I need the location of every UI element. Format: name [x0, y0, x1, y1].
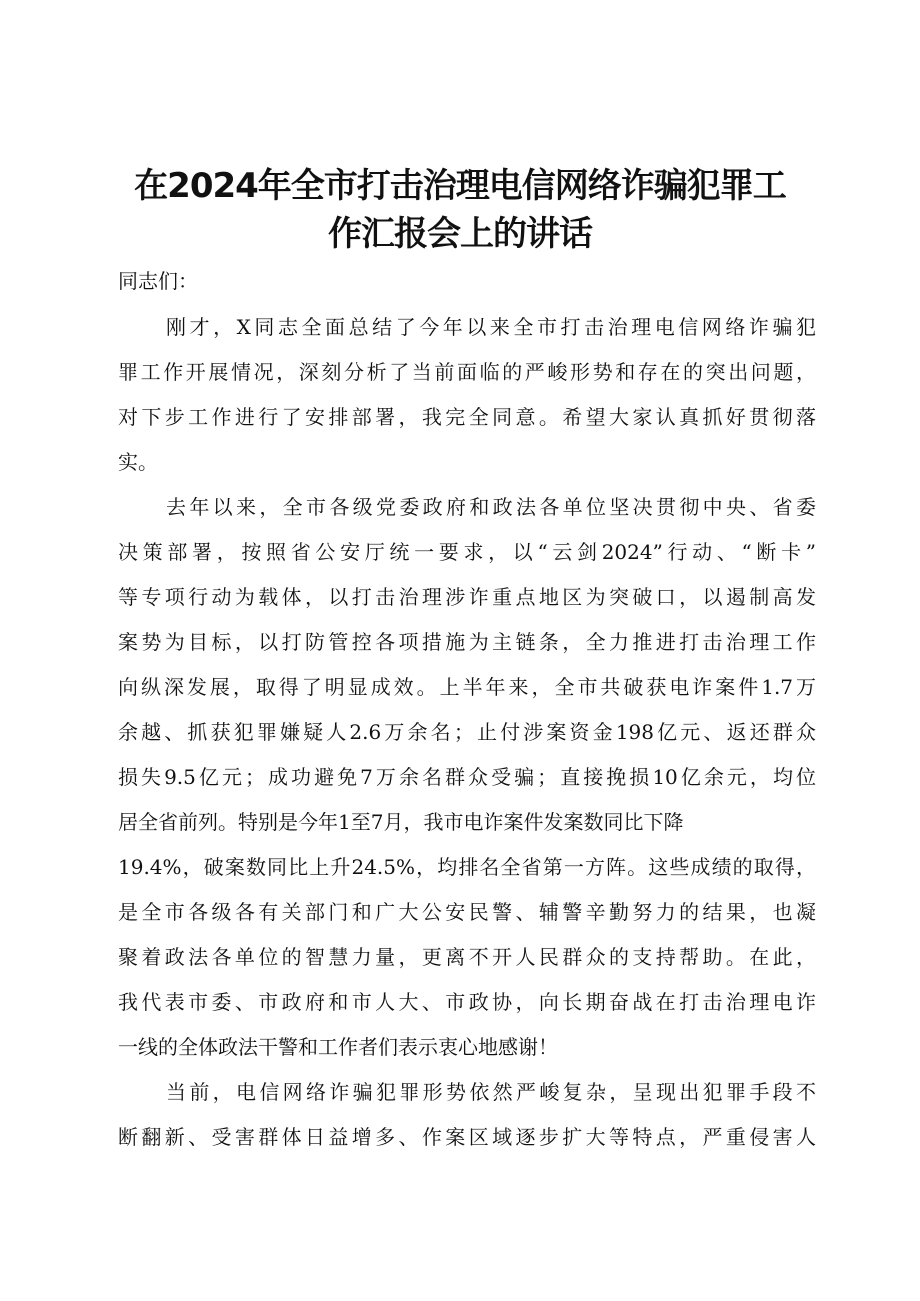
document-title-line-2: 作汇报会上的讲话	[328, 214, 592, 254]
paragraph-1-line: 对下步工作进行了安排部署，我完全同意。希望大家认真抓好贯彻落	[118, 405, 816, 429]
paragraph-2-line: 向纵深发展，取得了明显成效。上半年来，全市共破获电诈案件1.7万	[118, 675, 816, 699]
paragraph-2-line: 19.4%，破案数同比上升24.5%，均排名全省第一方阵。这些成绩的取得，	[118, 855, 816, 879]
paragraph-2-line: 我代表市委、市政府和市人大、市政协，向长期奋战在打击治理电诈	[118, 990, 816, 1014]
paragraph-3-line: 断翻新、受害群体日益增多、作案区域逐步扩大等特点，严重侵害人	[118, 1125, 816, 1149]
paragraph-2-line: 去年以来，全市各级党委政府和政法各单位坚决贯彻中央、省委	[166, 495, 816, 519]
paragraph-1-line: 实。	[118, 450, 158, 474]
paragraph-3-line: 当前，电信网络诈骗犯罪形势依然严峻复杂，呈现出犯罪手段不	[166, 1080, 816, 1104]
paragraph-2-line: 等专项行动为载体，以打击治理涉诈重点地区为突破口，以遏制高发	[118, 585, 816, 609]
paragraph-2-line: 案势为目标，以打防管控各项措施为主链条，全力推进打击治理工作	[118, 630, 816, 654]
document-title-line-1: 在2024年全市打击治理电信网络诈骗犯罪工	[134, 166, 786, 206]
paragraph-2-line: 居全省前列。特别是今年1至7月，我市电诈案件发案数同比下降	[118, 810, 684, 834]
paragraph-2-line: 损失9.5亿元；成功避免7万余名群众受骗；直接挽损10亿余元，均位	[118, 765, 816, 789]
paragraph-2-line: 余越、抓获犯罪嫌疑人2.6万余名；止付涉案资金198亿元、返还群众	[118, 720, 816, 744]
salutation: 同志们：	[118, 269, 198, 293]
paragraph-1-line: 刚才，X同志全面总结了今年以来全市打击治理电信网络诈骗犯	[166, 315, 816, 339]
paragraph-2-line: 一线的全体政法干警和工作者们表示衷心地感谢！	[118, 1035, 558, 1059]
paragraph-2-line: 聚着政法各单位的智慧力量，更离不开人民群众的支持帮助。在此，	[118, 945, 816, 969]
paragraph-2-line: 是全市各级各有关部门和广大公安民警、辅警辛勤努力的结果，也凝	[118, 900, 816, 924]
paragraph-2-line: 决策部署，按照省公安厅统一要求，以“云剑2024”行动、“断卡”	[118, 540, 816, 564]
paragraph-1-line: 罪工作开展情况，深刻分析了当前面临的严峻形势和存在的突出问题，	[118, 360, 816, 384]
